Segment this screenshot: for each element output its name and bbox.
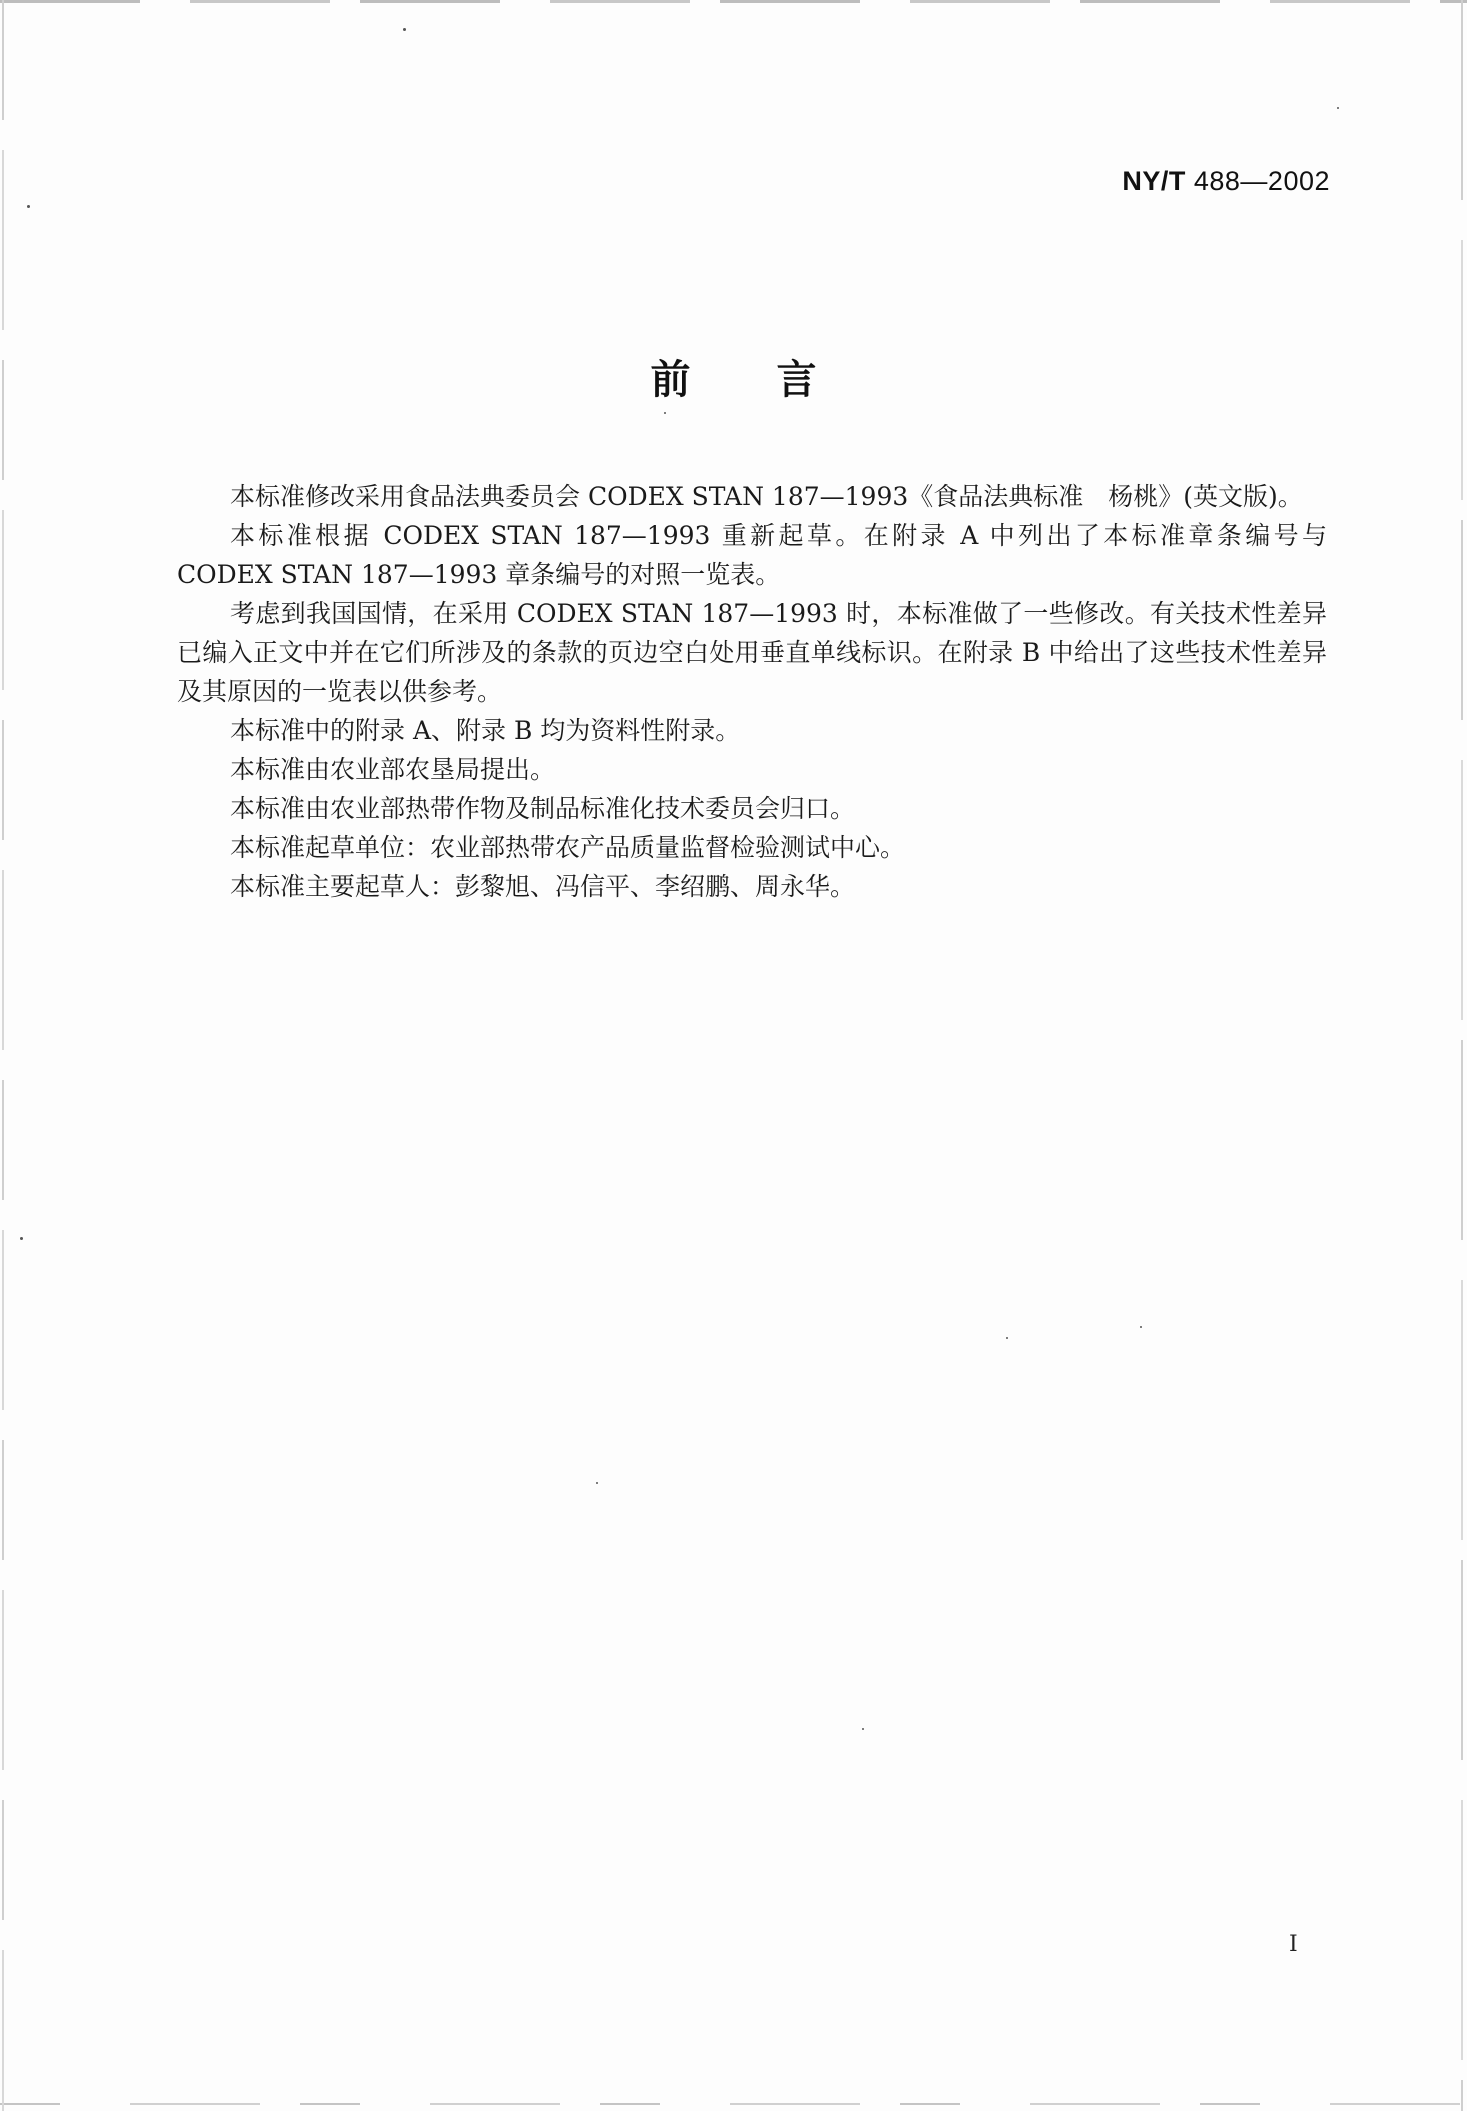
standard-code <box>1122 166 1330 197</box>
paragraph-redrafting: 本标准根据 CODEX STAN 187—1993 重新起草。在附录 A 中列出了本标准章条编号与 CODEX STAN 187—1993 章条编号的对照一览表。 <box>177 521 1327 589</box>
paragraph-centralized-by: 本标准由农业部热带作物及制品标准化技术委员会归口。 <box>230 794 856 823</box>
paragraph-drafting-unit: 本标准起草单位：农业部热带农产品质量监督检验测试中心。 <box>230 833 906 862</box>
scan-speck <box>403 28 406 31</box>
standard-code-number: 488—2002 <box>1193 166 1330 196</box>
scan-speck <box>596 1482 598 1484</box>
title-char-1: 前 <box>650 357 691 403</box>
standard-code-prefix: NY/T <box>1122 166 1186 196</box>
paragraph-proposed-by: 本标准由农业部农垦局提出。 <box>230 755 556 784</box>
paragraph-adoption: 本标准修改采用食品法典委员会 CODEX STAN 187—1993《食品法典标准 杨桃》(英文版)。 <box>230 482 1303 511</box>
paragraph-annexes: 本标准中的附录 A、附录 B 均为资料性附录。 <box>230 716 741 745</box>
foreword-body <box>177 477 1327 906</box>
scan-edge-left <box>2 0 4 2111</box>
scan-speck <box>20 1237 23 1240</box>
paragraph-technical-differences: 考虑到我国国情，在采用 CODEX STAN 187—1993 时，本标准做了一些修改。有关技术性差异已编入正文中并在它们所涉及的条款的页边空白处用垂直单线标识。在附录 B 中给出了这些技术性差异及其原因的一览表以供参考。 <box>177 599 1327 706</box>
paragraph-drafters: 本标准主要起草人：彭黎旭、冯信平、李绍鹏、周永华。 <box>230 872 856 901</box>
scan-speck <box>1006 1337 1008 1339</box>
scan-edge-top <box>0 0 1467 3</box>
title-char-2: 言 <box>776 357 817 403</box>
scan-speck <box>1337 107 1339 109</box>
page-title <box>0 348 1467 405</box>
page-number: I <box>1289 1932 1298 1957</box>
scan-speck <box>664 412 666 414</box>
scan-edge-right <box>1461 0 1463 2111</box>
scan-speck <box>27 205 30 208</box>
scan-speck <box>1140 1326 1142 1328</box>
scan-speck <box>862 1728 864 1730</box>
scan-edge-bottom <box>0 2103 1467 2105</box>
